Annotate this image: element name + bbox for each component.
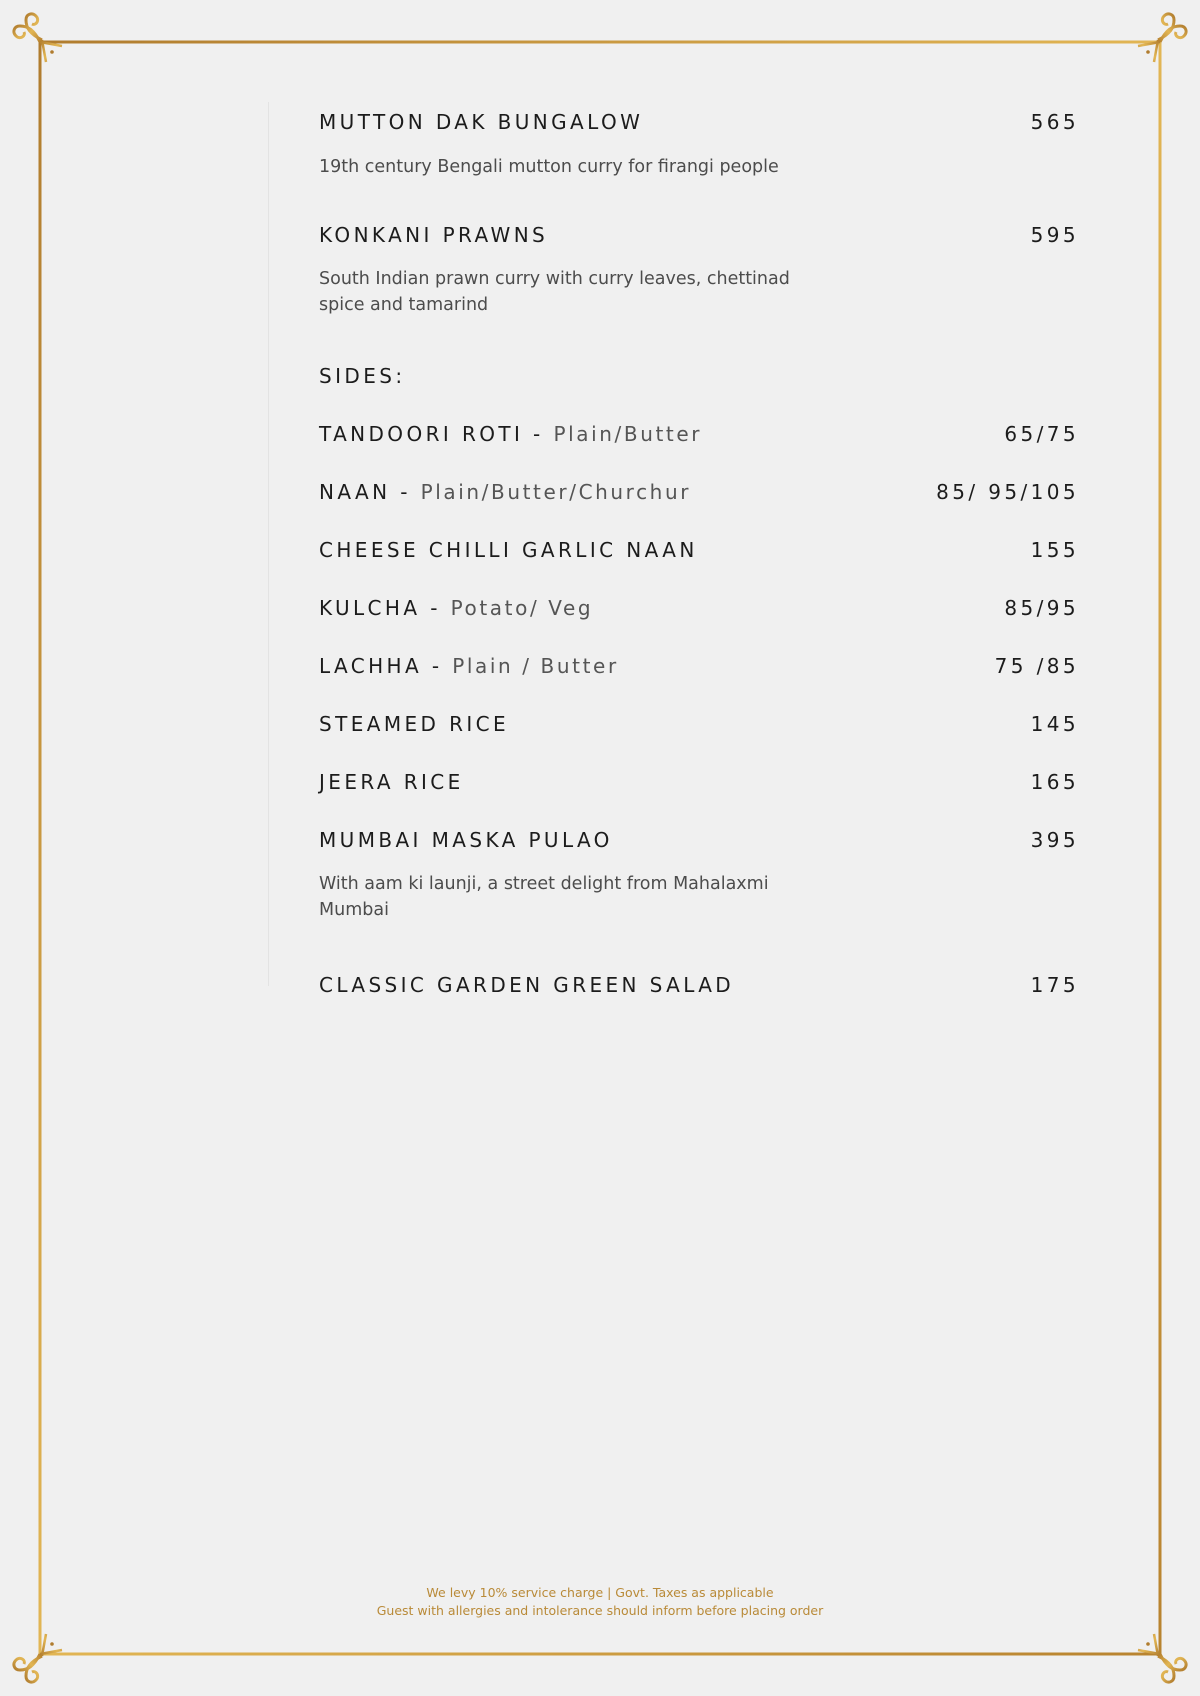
item-name: MUMBAI MASKA PULAO xyxy=(319,828,613,852)
item-variants: Plain/Butter/Churchur xyxy=(420,480,692,504)
footer-service-charge-note: We levy 10% service charge | Govt. Taxes as applicable xyxy=(426,1585,774,1600)
item-price: 595 xyxy=(1030,223,1079,247)
item-price: 85/95 xyxy=(1004,596,1079,620)
column-divider xyxy=(268,102,269,986)
footer-allergy-note: Guest with allergies and intolerance should inform before placing order xyxy=(376,1603,824,1618)
item-price: 145 xyxy=(1030,712,1079,736)
item-price: 75 /85 xyxy=(994,654,1079,678)
corner-ornament-bottom-right xyxy=(1138,1634,1186,1682)
item-name: CLASSIC GARDEN GREEN SALAD xyxy=(319,973,735,997)
item-name: MUTTON DAK BUNGALOW xyxy=(319,110,644,134)
item-price: 565 xyxy=(1030,110,1079,134)
item-description: With aam ki launji, a street delight from Mahalaxmi Mumbai xyxy=(319,874,769,920)
corner-ornament-top-left xyxy=(14,14,62,62)
item-variants: Plain / Butter xyxy=(452,654,619,678)
item-name: CHEESE CHILLI GARLIC NAAN xyxy=(319,538,698,562)
item-price: 65/75 xyxy=(1004,422,1079,446)
corner-ornament-bottom-left xyxy=(14,1634,62,1682)
item-variants: Plain/Butter xyxy=(553,422,703,446)
item-name: KULCHA - xyxy=(319,596,451,620)
item-name: STEAMED RICE xyxy=(319,712,510,736)
item-name: KONKANI PRAWNS xyxy=(319,223,549,247)
section-title-sides: SIDES: xyxy=(319,364,406,388)
item-price: 85/ 95/105 xyxy=(936,480,1079,504)
item-price: 175 xyxy=(1030,973,1079,997)
item-price: 155 xyxy=(1030,538,1079,562)
item-price: 395 xyxy=(1030,828,1079,852)
item-name: TANDOORI ROTI - xyxy=(319,422,554,446)
corner-ornament-top-right xyxy=(1138,14,1186,62)
item-name: LACHHA - xyxy=(319,654,453,678)
item-description: South Indian prawn curry with curry leaves, chettinad spice and tamarind xyxy=(319,269,790,315)
item-variants: Potato/ Veg xyxy=(450,596,594,620)
item-name: JEERA RICE xyxy=(319,770,464,794)
item-description: 19th century Bengali mutton curry for firangi people xyxy=(319,157,779,177)
item-price: 165 xyxy=(1030,770,1079,794)
item-name: NAAN - xyxy=(319,480,421,504)
